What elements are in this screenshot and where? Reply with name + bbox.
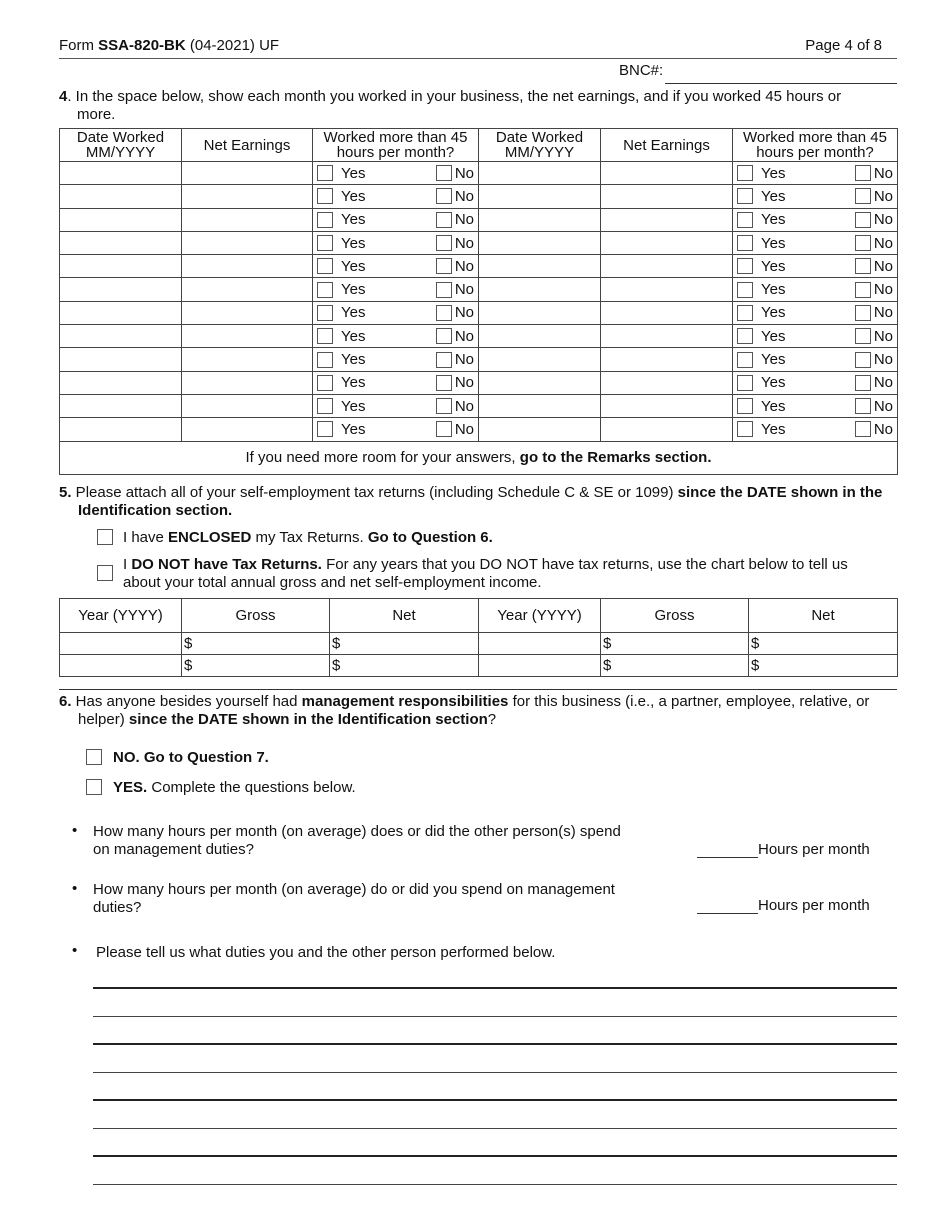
no-checkbox[interactable]: [436, 305, 452, 321]
table-row: [60, 394, 898, 417]
table-row: [60, 255, 898, 278]
net-earnings-field[interactable]: [182, 394, 313, 417]
duties-line[interactable]: [93, 1155, 897, 1157]
worked-45-cell: [733, 278, 898, 301]
no-checkbox[interactable]: [855, 258, 871, 274]
net-earnings-field[interactable]: [182, 325, 313, 348]
net-earnings-field[interactable]: [601, 301, 733, 324]
net-earnings-field[interactable]: [182, 231, 313, 254]
no-checkbox[interactable]: [436, 165, 452, 181]
duties-line[interactable]: [93, 1099, 897, 1101]
duties-line[interactable]: [93, 1072, 897, 1073]
worked-45-cell: [313, 371, 479, 394]
yes-label: Yes: [761, 374, 786, 392]
net-earnings-field[interactable]: [182, 348, 313, 371]
col-worked-45: Worked more than 45 hours per month?: [733, 129, 898, 162]
no-label: No: [873, 374, 893, 392]
date-worked-field[interactable]: [60, 162, 182, 185]
col-gross: Gross: [182, 599, 330, 633]
net-earnings-field[interactable]: [601, 255, 733, 278]
worked-45-cell: [313, 255, 479, 278]
table-row: [60, 185, 898, 208]
gross-field[interactable]: $: [182, 633, 330, 655]
worked-45-cell: [313, 208, 479, 231]
yes-label: Yes: [341, 281, 366, 299]
date-worked-field[interactable]: [60, 255, 182, 278]
yes-checkbox[interactable]: [737, 258, 753, 274]
date-worked-field[interactable]: [479, 348, 601, 371]
yes-checkbox[interactable]: [86, 779, 102, 795]
no-checkbox[interactable]: [436, 421, 452, 437]
question-5: 5. Please attach all of your self-employment tax returns (including Schedule C & SE or 1099) since the DATE shown in the Identification section.: [59, 484, 883, 519]
worked-45-cell: [733, 418, 898, 441]
yes-label: Yes: [341, 234, 366, 252]
worked-45-cell: [313, 394, 479, 417]
yes-label: Yes: [761, 304, 786, 322]
no-label: No: [873, 164, 893, 182]
header-divider: [59, 58, 897, 59]
form-number: SSA-820-BK: [98, 37, 186, 54]
table-row: [60, 231, 898, 254]
date-worked-field[interactable]: [479, 418, 601, 441]
yes-checkbox[interactable]: [317, 375, 333, 391]
no-checkbox[interactable]: [436, 235, 452, 251]
no-checkbox[interactable]: [855, 165, 871, 181]
duties-line[interactable]: [93, 1043, 897, 1045]
yes-label: Yes: [341, 211, 366, 229]
date-worked-field[interactable]: [479, 371, 601, 394]
no-label: No: [873, 257, 893, 275]
yes-checkbox[interactable]: [317, 305, 333, 321]
your-hours-field[interactable]: [697, 896, 758, 914]
no-returns-label: I DO NOT have Tax Returns. For any years that you DO NOT have tax returns, use the chart below to tell us about your total annual gross and net self-employment income.: [123, 556, 848, 591]
net-earnings-field[interactable]: [601, 394, 733, 417]
net-earnings-field[interactable]: [182, 208, 313, 231]
col-year: Year (YYYY): [60, 599, 182, 633]
date-worked-field[interactable]: [60, 208, 182, 231]
table-header-row: [60, 129, 898, 162]
yes-label: Yes: [341, 397, 366, 415]
yes-label: Yes: [761, 351, 786, 369]
col-worked-45: Worked more than 45 hours per month?: [313, 129, 479, 162]
no-checkbox[interactable]: [436, 375, 452, 391]
no-checkbox[interactable]: [436, 212, 452, 228]
col-date-worked: Date Worked MM/YYYY: [479, 129, 601, 162]
date-worked-field[interactable]: [479, 162, 601, 185]
no-label: No: [873, 351, 893, 369]
duties-prompt: Please tell us what duties you and the other person performed below.: [96, 944, 556, 961]
table-row: [60, 371, 898, 394]
annual-income-table: [59, 598, 898, 677]
yes-label: Yes: [761, 211, 786, 229]
duties-line[interactable]: [93, 1128, 897, 1129]
enclosed-checkbox[interactable]: [97, 529, 113, 545]
date-worked-field[interactable]: [60, 394, 182, 417]
no-checkbox[interactable]: [855, 421, 871, 437]
date-worked-field[interactable]: [60, 371, 182, 394]
hours-unit-label: Hours per month: [758, 841, 870, 858]
no-checkbox[interactable]: [855, 305, 871, 321]
worked-45-cell: [313, 185, 479, 208]
your-hours-question: How many hours per month (on average) do or did you spend on management duties?: [93, 881, 615, 916]
yes-checkbox[interactable]: [317, 352, 333, 368]
net-earnings-field[interactable]: [182, 162, 313, 185]
date-worked-field[interactable]: [479, 208, 601, 231]
year-field[interactable]: [60, 633, 182, 655]
yes-label: Yes: [761, 164, 786, 182]
yes-label: Yes: [761, 420, 786, 438]
yes-label: Yes: [761, 397, 786, 415]
net-field[interactable]: $: [749, 633, 898, 655]
duties-line[interactable]: [93, 987, 897, 989]
no-checkbox[interactable]: [436, 328, 452, 344]
no-label: No: [454, 420, 474, 438]
bullet-icon: •: [72, 880, 78, 897]
other-person-hours-field[interactable]: [697, 840, 758, 858]
no-checkbox[interactable]: [855, 212, 871, 228]
worked-45-cell: [733, 162, 898, 185]
duties-line[interactable]: [93, 1016, 897, 1017]
yes-checkbox[interactable]: [317, 235, 333, 251]
net-earnings-field[interactable]: [182, 255, 313, 278]
net-earnings-field[interactable]: [601, 348, 733, 371]
date-worked-field[interactable]: [60, 418, 182, 441]
net-earnings-field[interactable]: [601, 278, 733, 301]
net-earnings-field[interactable]: [182, 185, 313, 208]
no-checkbox[interactable]: [855, 188, 871, 204]
net-field[interactable]: $: [330, 633, 479, 655]
no-label: No: [873, 234, 893, 252]
date-worked-field[interactable]: [479, 325, 601, 348]
yes-checkbox[interactable]: [317, 398, 333, 414]
date-worked-field[interactable]: [60, 348, 182, 371]
worked-45-cell: [733, 325, 898, 348]
no-label: No: [454, 374, 474, 392]
bullet-icon: •: [72, 942, 78, 959]
form-id: [59, 37, 279, 54]
no-returns-checkbox[interactable]: [97, 565, 113, 581]
table-header-row: [60, 599, 898, 633]
yes-label: Yes: [341, 187, 366, 205]
worked-45-cell: [313, 325, 479, 348]
yes-label: Yes: [341, 420, 366, 438]
table-row: [60, 325, 898, 348]
yes-checkbox[interactable]: [737, 375, 753, 391]
no-label: No: [454, 351, 474, 369]
gross-field[interactable]: $: [182, 655, 330, 677]
no-checkbox[interactable]: [855, 375, 871, 391]
yes-checkbox[interactable]: [317, 258, 333, 274]
your-hours: [697, 896, 870, 914]
yes-label: YES. Complete the questions below.: [113, 779, 356, 796]
table-row: [60, 418, 898, 441]
worked-45-cell: [733, 394, 898, 417]
no-checkbox[interactable]: [436, 398, 452, 414]
question-4: [59, 88, 859, 124]
gross-field[interactable]: $: [601, 633, 749, 655]
page-number: Page 4 of 8: [805, 37, 882, 54]
question-number: 6.: [59, 693, 72, 710]
yes-checkbox[interactable]: [737, 212, 753, 228]
no-label: No: [873, 397, 893, 415]
net-field[interactable]: $: [330, 655, 479, 677]
yes-label: Yes: [761, 281, 786, 299]
table-row: [60, 162, 898, 185]
no-checkbox[interactable]: [86, 749, 102, 765]
table-row: [60, 633, 898, 655]
worked-45-cell: [733, 255, 898, 278]
yes-label: Yes: [341, 374, 366, 392]
date-worked-field[interactable]: [60, 231, 182, 254]
table-row: [60, 301, 898, 324]
more-room-note: If you need more room for your answers, go to the Remarks section.: [60, 441, 898, 474]
col-net-earnings: Net Earnings: [182, 129, 313, 162]
form-prefix: Form: [59, 37, 99, 54]
worked-45-cell: [313, 418, 479, 441]
net-earnings-field[interactable]: [601, 208, 733, 231]
question-text: . In the space below, show each month you worked in your business, the net earnings, and if you worked 45 hours or more.: [67, 88, 842, 123]
other-person-hours: [697, 840, 870, 858]
no-checkbox[interactable]: [855, 235, 871, 251]
yes-checkbox[interactable]: [737, 328, 753, 344]
net-field[interactable]: $: [749, 655, 898, 677]
yes-label: Yes: [341, 327, 366, 345]
yes-checkbox[interactable]: [737, 165, 753, 181]
yes-label: Yes: [761, 327, 786, 345]
no-label: No: [873, 420, 893, 438]
date-worked-field[interactable]: [479, 278, 601, 301]
worked-45-cell: [313, 348, 479, 371]
no-checkbox[interactable]: [436, 188, 452, 204]
date-worked-field[interactable]: [60, 278, 182, 301]
no-label: No: [454, 234, 474, 252]
date-worked-field[interactable]: [60, 301, 182, 324]
section-divider: [59, 689, 897, 690]
date-worked-field[interactable]: [479, 255, 601, 278]
net-earnings-field[interactable]: [601, 418, 733, 441]
year-field[interactable]: [479, 633, 601, 655]
bnc-field[interactable]: [665, 83, 897, 84]
no-label: No: [454, 327, 474, 345]
yes-checkbox[interactable]: [737, 282, 753, 298]
table-note-row: [60, 441, 898, 474]
yes-label: Yes: [761, 234, 786, 252]
net-earnings-field[interactable]: [182, 278, 313, 301]
worked-45-cell: [313, 231, 479, 254]
bnc-label: BNC#:: [619, 62, 664, 79]
no-label: NO. Go to Question 7.: [113, 749, 269, 766]
no-checkbox[interactable]: [436, 352, 452, 368]
yes-label: Yes: [341, 257, 366, 275]
year-field[interactable]: [60, 655, 182, 677]
no-checkbox[interactable]: [855, 282, 871, 298]
date-worked-field[interactable]: [479, 394, 601, 417]
no-checkbox[interactable]: [855, 352, 871, 368]
hours-unit-label: Hours per month: [758, 897, 870, 914]
net-earnings-field[interactable]: [601, 371, 733, 394]
worked-45-cell: [733, 348, 898, 371]
table-row: [60, 655, 898, 677]
table-row: [60, 208, 898, 231]
net-earnings-field[interactable]: [182, 418, 313, 441]
worked-45-cell: [733, 208, 898, 231]
worked-45-cell: [313, 301, 479, 324]
question-number: 4: [59, 88, 68, 105]
option-no[interactable]: [86, 749, 269, 766]
duties-line[interactable]: [93, 1184, 897, 1185]
date-worked-field[interactable]: [479, 301, 601, 324]
worked-45-cell: [313, 162, 479, 185]
net-earnings-field[interactable]: [601, 231, 733, 254]
option-no-returns[interactable]: [97, 556, 887, 592]
form-version: (04-2021) UF: [185, 37, 280, 54]
yes-checkbox[interactable]: [317, 212, 333, 228]
net-earnings-field[interactable]: [601, 162, 733, 185]
enclosed-label: I have ENCLOSED my Tax Returns. Go to Question 6.: [123, 529, 493, 546]
yes-label: Yes: [761, 257, 786, 275]
col-net: Net: [330, 599, 479, 633]
yes-label: Yes: [341, 304, 366, 322]
yes-label: Yes: [761, 187, 786, 205]
year-field[interactable]: [479, 655, 601, 677]
yes-checkbox[interactable]: [317, 328, 333, 344]
date-worked-field[interactable]: [479, 231, 601, 254]
no-label: No: [454, 187, 474, 205]
yes-label: Yes: [341, 164, 366, 182]
no-label: No: [454, 281, 474, 299]
yes-checkbox[interactable]: [317, 165, 333, 181]
yes-checkbox[interactable]: [317, 421, 333, 437]
worked-45-cell: [733, 371, 898, 394]
monthly-earnings-table: [59, 128, 898, 475]
net-earnings-field[interactable]: [182, 371, 313, 394]
yes-checkbox[interactable]: [317, 188, 333, 204]
no-label: No: [454, 164, 474, 182]
date-worked-field[interactable]: [60, 185, 182, 208]
bullet-icon: •: [72, 822, 78, 839]
other-person-hours-question: How many hours per month (on average) does or did the other person(s) spend on management duties?: [93, 823, 621, 858]
yes-checkbox[interactable]: [737, 421, 753, 437]
col-date-worked: Date Worked MM/YYYY: [60, 129, 182, 162]
yes-label: Yes: [341, 351, 366, 369]
no-label: No: [454, 257, 474, 275]
worked-45-cell: [733, 185, 898, 208]
no-label: No: [873, 211, 893, 229]
yes-checkbox[interactable]: [737, 398, 753, 414]
col-gross: Gross: [601, 599, 749, 633]
no-checkbox[interactable]: [436, 258, 452, 274]
worked-45-cell: [733, 301, 898, 324]
no-label: No: [873, 281, 893, 299]
no-label: No: [454, 211, 474, 229]
date-worked-field[interactable]: [479, 185, 601, 208]
date-worked-field[interactable]: [60, 325, 182, 348]
question-number: 5.: [59, 484, 72, 501]
option-yes[interactable]: [86, 779, 356, 796]
col-year: Year (YYYY): [479, 599, 601, 633]
no-label: No: [454, 397, 474, 415]
col-net: Net: [749, 599, 898, 633]
net-earnings-field[interactable]: [601, 325, 733, 348]
no-label: No: [454, 304, 474, 322]
yes-checkbox[interactable]: [737, 235, 753, 251]
question-6: 6. Has anyone besides yourself had management responsibilities for this business (i.e., a partner, employee, relative, or helper) since the DATE shown in the Identification section?: [59, 693, 870, 728]
no-checkbox[interactable]: [855, 328, 871, 344]
net-earnings-field[interactable]: [182, 301, 313, 324]
col-net-earnings: Net Earnings: [601, 129, 733, 162]
yes-checkbox[interactable]: [317, 282, 333, 298]
yes-checkbox[interactable]: [737, 352, 753, 368]
table-row: [60, 278, 898, 301]
no-label: No: [873, 327, 893, 345]
yes-checkbox[interactable]: [737, 305, 753, 321]
no-checkbox[interactable]: [855, 398, 871, 414]
table-row: [60, 348, 898, 371]
no-label: No: [873, 187, 893, 205]
worked-45-cell: [313, 278, 479, 301]
no-checkbox[interactable]: [436, 282, 452, 298]
net-earnings-field[interactable]: [601, 185, 733, 208]
yes-checkbox[interactable]: [737, 188, 753, 204]
worked-45-cell: [733, 231, 898, 254]
gross-field[interactable]: $: [601, 655, 749, 677]
no-label: No: [873, 304, 893, 322]
option-enclosed[interactable]: [97, 529, 493, 546]
